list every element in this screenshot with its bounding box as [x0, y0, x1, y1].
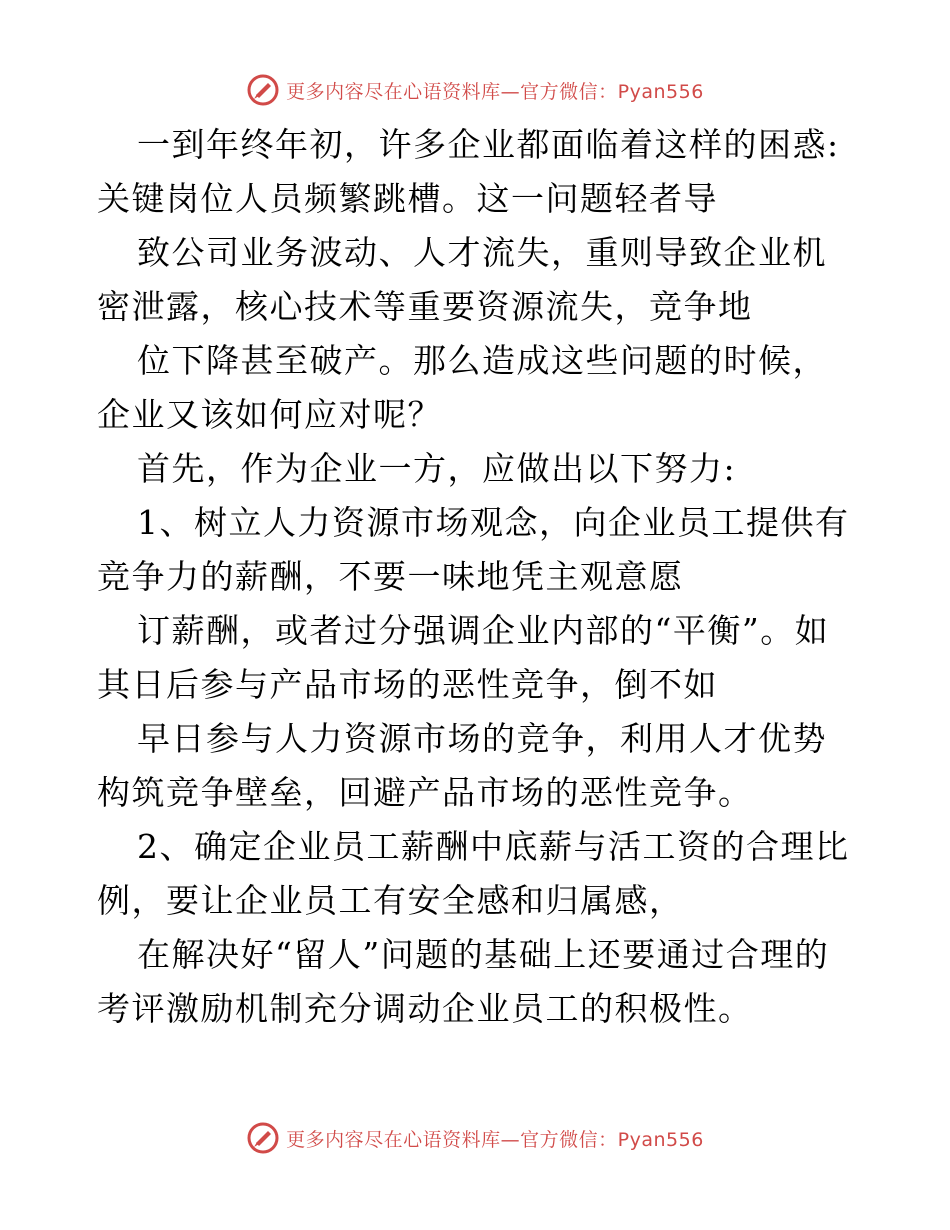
paragraph: 一到年终年初，许多企业都面临着这样的困惑:关键岗位人员频繁跳槽。这一问题轻者导	[97, 125, 840, 218]
paragraph: 2、确定企业员工薪酬中底薪与活工资的合理比例，要让企业员工有安全感和归属感，	[97, 827, 850, 920]
paragraph: 1、树立人力资源市场观念，向企业员工提供有竞争力的薪酬，不要一味地凭主观意愿	[97, 503, 850, 596]
paragraph: 致公司业务波动、人才流失，重则导致企业机密泄露，核心技术等重要资源流失，竞争地	[97, 233, 827, 326]
paragraph: 订薪酬，或者过分强调企业内部的“平衡”。如其日后参与产品市场的恶性竞争，倒不如	[97, 611, 830, 704]
paragraph: 在解决好“留人”问题的基础上还要通过合理的考评激励机制充分调动企业员工的积极性。	[97, 935, 830, 1028]
paragraph: 首先，作为企业一方，应做出以下努力:	[137, 449, 737, 488]
header-banner	[0, 70, 950, 110]
logo-icon	[246, 1121, 280, 1155]
footer-banner	[0, 1118, 950, 1158]
paragraph: 早日参与人力资源市场的竞争，利用人才优势构筑竞争壁垒，回避产品市场的恶性竞争。	[97, 719, 827, 812]
paragraph: 位下降甚至破产。那么造成这些问题的时候，企业又该如何应对呢？	[97, 341, 827, 434]
footer-banner-text: 更多内容尽在心语资料库—官方微信：Pyan556	[286, 1128, 704, 1151]
header-banner-text: 更多内容尽在心语资料库—官方微信：Pyan556	[286, 80, 704, 103]
logo-icon	[246, 73, 280, 107]
document-body	[97, 118, 857, 1036]
